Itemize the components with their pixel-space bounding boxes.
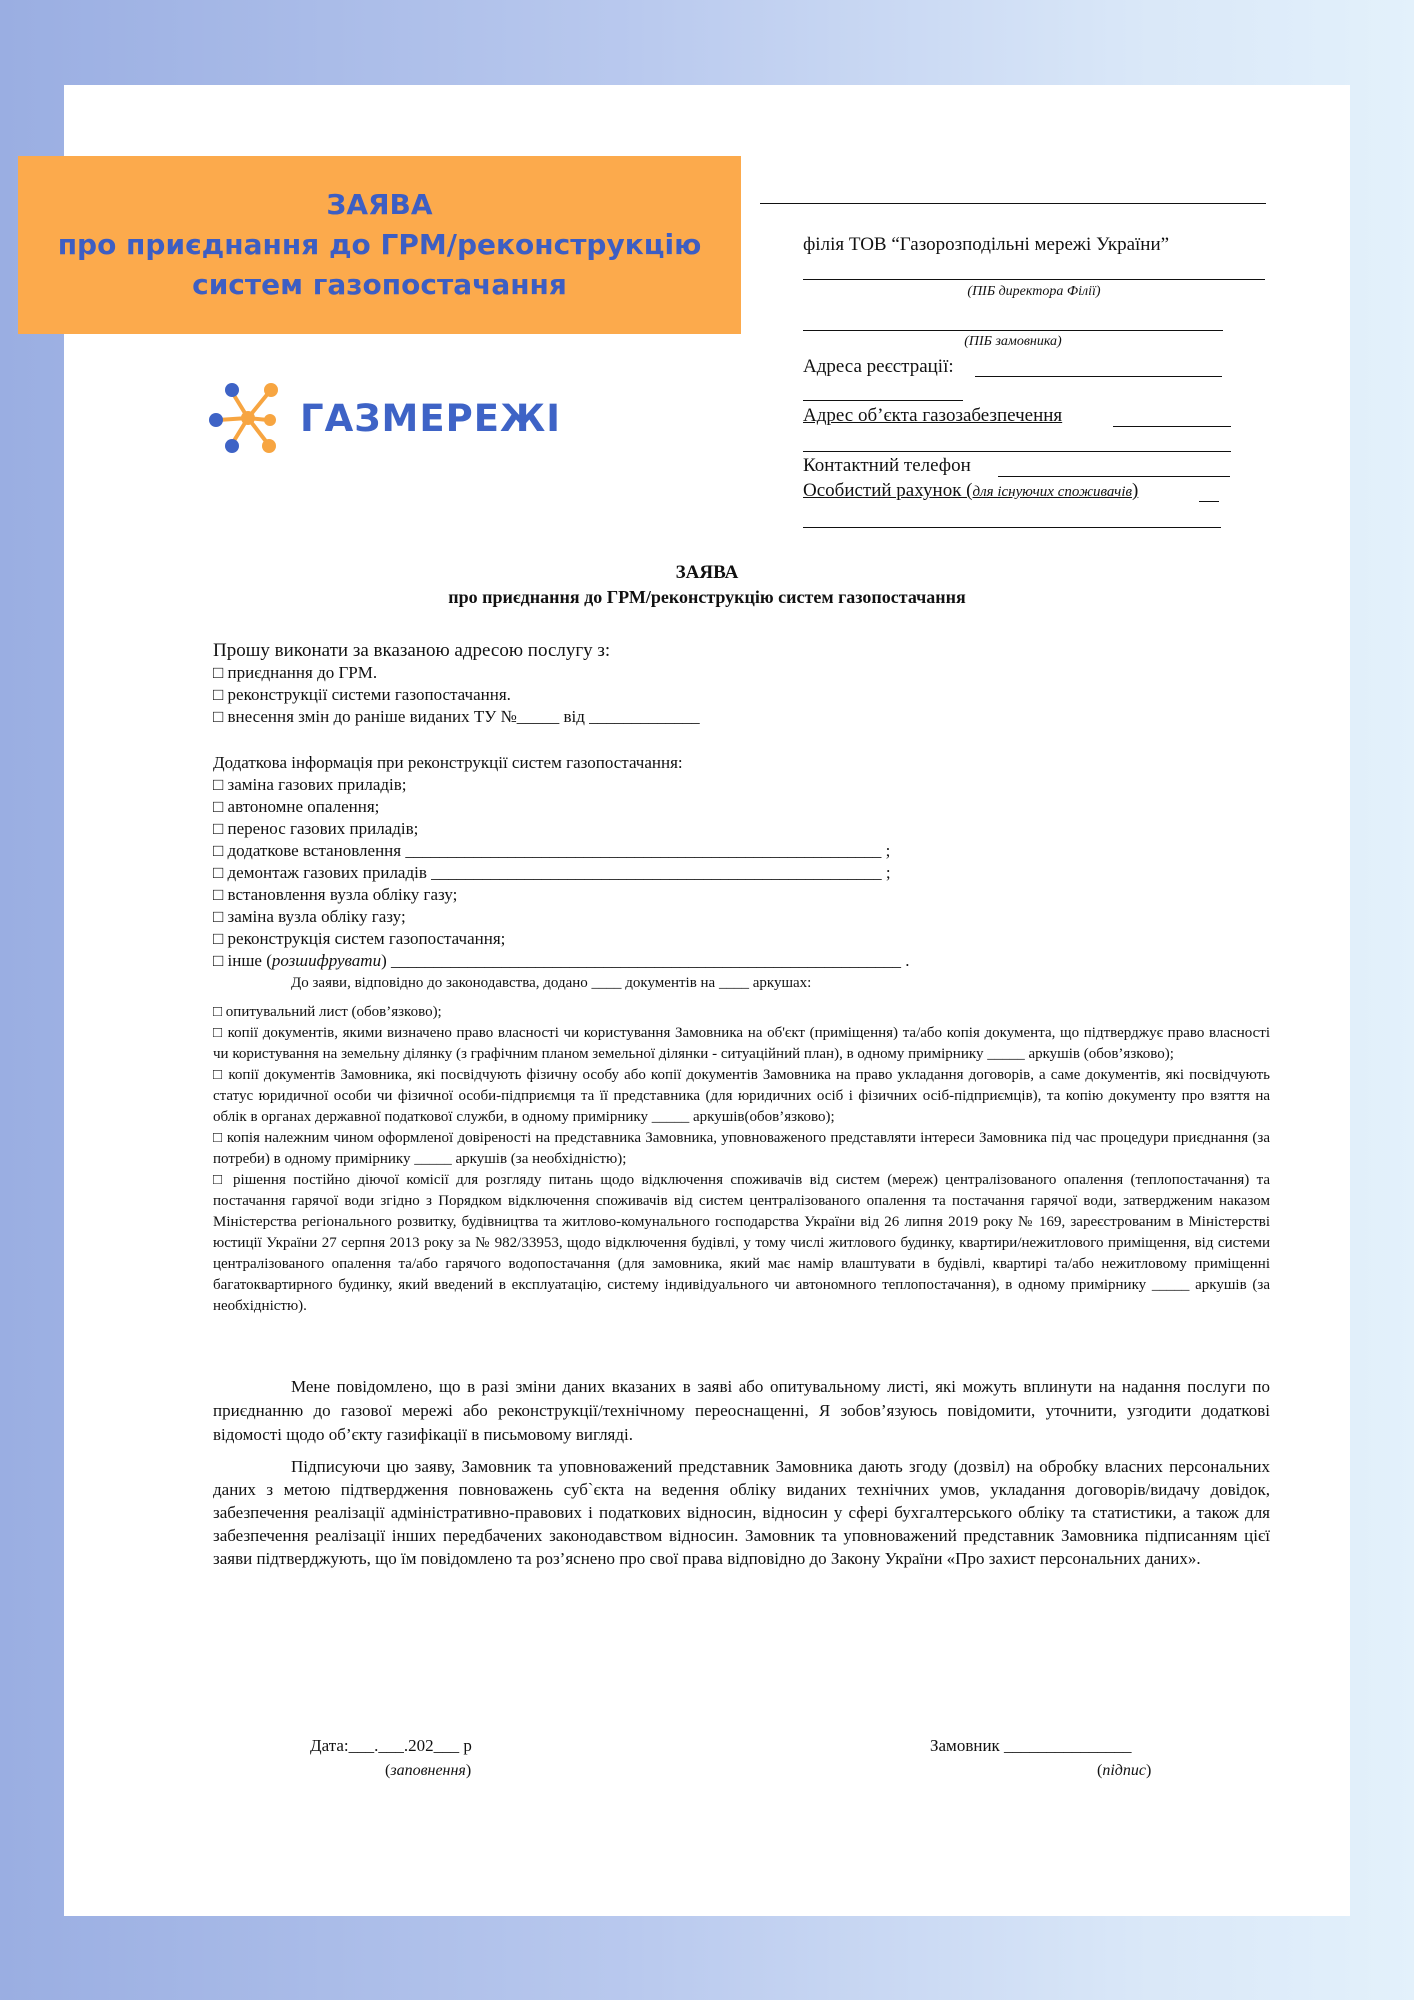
registration-line-2 xyxy=(803,400,963,401)
object-address-line xyxy=(1113,426,1231,427)
docs-section xyxy=(213,1002,1270,1317)
phone-line xyxy=(998,476,1230,477)
phone-label: Контактний телефон xyxy=(803,455,971,476)
attached-docs-intro: До заяви, відповідно до законодавства, додано ____ документів на ____ аркушах: xyxy=(291,975,812,991)
registration-label: Адреса реєстрації: xyxy=(803,356,954,377)
account-label xyxy=(803,480,1138,502)
extra-item: □ додаткове встановлення ________________________________________________________ ; xyxy=(213,841,891,860)
banner-subtitle-1: про приєднання до ГРМ/реконструкцію xyxy=(57,228,702,261)
service-item: □ внесення змін до раніше виданих ТУ №_____ від _____________ xyxy=(213,707,700,726)
doc-item: □ рішення постійно діючої комісії для розгляду питань щодо відключення споживачів від систем (мереж) централізованого опалення (теплопостачання) та постачання гарячої води згідно з Порядком відключення споживачів від систем централізованого опалення та постачання гарячої води, затвердженим наказом Міністерства регіонального розвитку, будівництва та житлово-комунального господарства України від 26 липня 2019 року № 169, зареєстрованим в Міністерстві юстиції України 27 серпня 2013 року за № 982/33953, щодо відключення будівлі, у тому числі житлового будинку, квартири/нежитлового приміщення, від системи централізованого опалення та/або гарячого водопостачання (для замовника, який має намір влаштувати в будівлі, квартирі та/або нежитловому приміщенні багатоквартирного будинку, який введений в експлуатацію, систему індивідуального чи автономного теплопостачання), в одному примірнику _____ аркушів (за необхідністю). xyxy=(213,1172,1270,1314)
other-italic: розшифрувати xyxy=(271,951,382,970)
other-suffix: ) ____________________________________________________________ . xyxy=(381,951,910,970)
document-page xyxy=(64,85,1350,1916)
director-line xyxy=(803,279,1265,280)
notice-paragraph xyxy=(213,1375,1270,1447)
extra-item: □ перенос газових приладів; xyxy=(213,819,419,838)
signature-caption-text: підпис xyxy=(1102,1762,1146,1779)
network-icon xyxy=(208,378,288,458)
request-intro: Прошу виконати за вказаною адресою послугу з: xyxy=(213,640,611,661)
banner-title: ЗАЯВА xyxy=(326,188,433,221)
customer-line xyxy=(803,330,1223,331)
banner-subtitle-2: систем газопостачання xyxy=(192,268,567,301)
date-caption: (заповнення) xyxy=(385,1762,472,1779)
doc-item: □ копія належним чином оформленої довіреності на представника Замовника, уповноваженого представляти інтереси Замовника під час процедури приєднання (за потреби) в одному примірнику _____ аркушів (за необхідністю); xyxy=(213,1130,1270,1167)
consent-text: Підписуючи цю заяву, Замовник та уповноважений представник Замовника дають згоду (дозвіл) на обробку власних персональних даних з метою підтвердження повноважень суб`єкта на ведення обліку виданих технічних умов, укладання договорів/видачу довідок, забезпечення реалізації адміністративно-правових і податкових відносин, відносин у сфері бухгалтерського обліку та статистики, а також для забезпечення реалізації інших передбачених законодавством відносин. Замовник та уповноважений представник Замовника підписанням цієї заяви підтверджують, що їм повідомлено та роз’яснено про свої права відповідно до Закону України «Про захист персональних даних». xyxy=(213,1457,1270,1568)
notice-text: Мене повідомлено, що в разі зміни даних вказаних в заяві або опитувальному листі, які можуть вплинути на надання послуги по приєднанню до газової мережі або реконструкції/технічному переоснащенні, Я зобов’язуюсь повідомити, уточнити, узгодити додаткові відомості щодо об’єкту газифікації в письмовому вигляді. xyxy=(213,1377,1270,1444)
consent-paragraph xyxy=(213,1455,1270,1570)
extras-intro: Додаткова інформація при реконструкції систем газопостачання: xyxy=(213,753,683,772)
account-line-2 xyxy=(803,527,1221,528)
account-text: Особистий рахунок ( xyxy=(803,480,973,501)
extra-item: □ автономне опалення; xyxy=(213,797,380,816)
registration-line xyxy=(975,376,1222,377)
object-address-label: Адрес об’єкта газозабезпечення xyxy=(803,405,1063,426)
extra-item: □ заміна вузла обліку газу; xyxy=(213,907,406,926)
extras-section xyxy=(213,752,1270,994)
doc-subtitle: про приєднання до ГРМ/реконструкцію систем газопостачання xyxy=(448,587,966,607)
request-section xyxy=(213,640,1270,728)
director-caption: (ПІБ директора Філії) xyxy=(967,284,1101,299)
service-item: □ приєднання до ГРМ. xyxy=(213,663,378,682)
date-field: Дата:___.___.202___ р xyxy=(310,1736,472,1755)
doc-item: □ копії документів Замовника, які посвідчують фізичну особу або копії документів Замовника на право укладання договорів, а саме документів, які посвідчують статус юридичної особи чи фізичної особи-підприємця та її представника (для юридичних осіб і фізичних осіб-підприємців), та копію документу про взяття на облік в органах державної податкової служби, в одному примірнику _____ аркушів(обов’язково); xyxy=(213,1067,1270,1125)
doc-item: □ копії документів, якими визначено право власності чи користування Замовника на об'єкт (приміщення) та/або копія документа, що підтверджує право власності чи користування на земельну ділянку (з графічним планом земельної ділянки - ситуаційний план), в одному примірнику _____ аркушів (обов’язково); xyxy=(213,1025,1270,1062)
extra-item: □ встановлення вузла обліку газу; xyxy=(213,885,458,904)
extra-item: □ демонтаж газових приладів _____________________________________________________ ; xyxy=(213,863,891,882)
customer-caption: (ПІБ замовника) xyxy=(964,334,1062,349)
header-banner xyxy=(18,156,741,334)
other-prefix: □ інше ( xyxy=(213,951,272,970)
blank-line xyxy=(760,203,1266,204)
extra-item: □ реконструкція систем газопостачання; xyxy=(213,929,506,948)
doc-item: □ опитувальний лист (обов’язково); xyxy=(213,1004,442,1020)
company-logo xyxy=(208,378,561,458)
account-note: для існуючих споживачів xyxy=(972,484,1132,500)
object-address-line-2 xyxy=(803,451,1231,452)
doc-title: ЗАЯВА xyxy=(675,562,739,583)
customer-signature-field: Замовник _______________ xyxy=(930,1736,1132,1755)
logo-text: ГАЗМЕРЕЖІ xyxy=(300,396,562,440)
branch-name: філія ТОВ “Газорозподільні мережі України” xyxy=(803,234,1170,255)
signature-caption: (підпис) xyxy=(1097,1762,1152,1779)
extra-item-other xyxy=(213,950,1270,972)
service-item: □ реконструкції системи газопостачання. xyxy=(213,685,511,704)
account-line xyxy=(1199,501,1219,502)
account-end: ) xyxy=(1132,480,1139,501)
date-caption-text: заповнення xyxy=(390,1762,466,1779)
extra-item: □ заміна газових приладів; xyxy=(213,775,407,794)
